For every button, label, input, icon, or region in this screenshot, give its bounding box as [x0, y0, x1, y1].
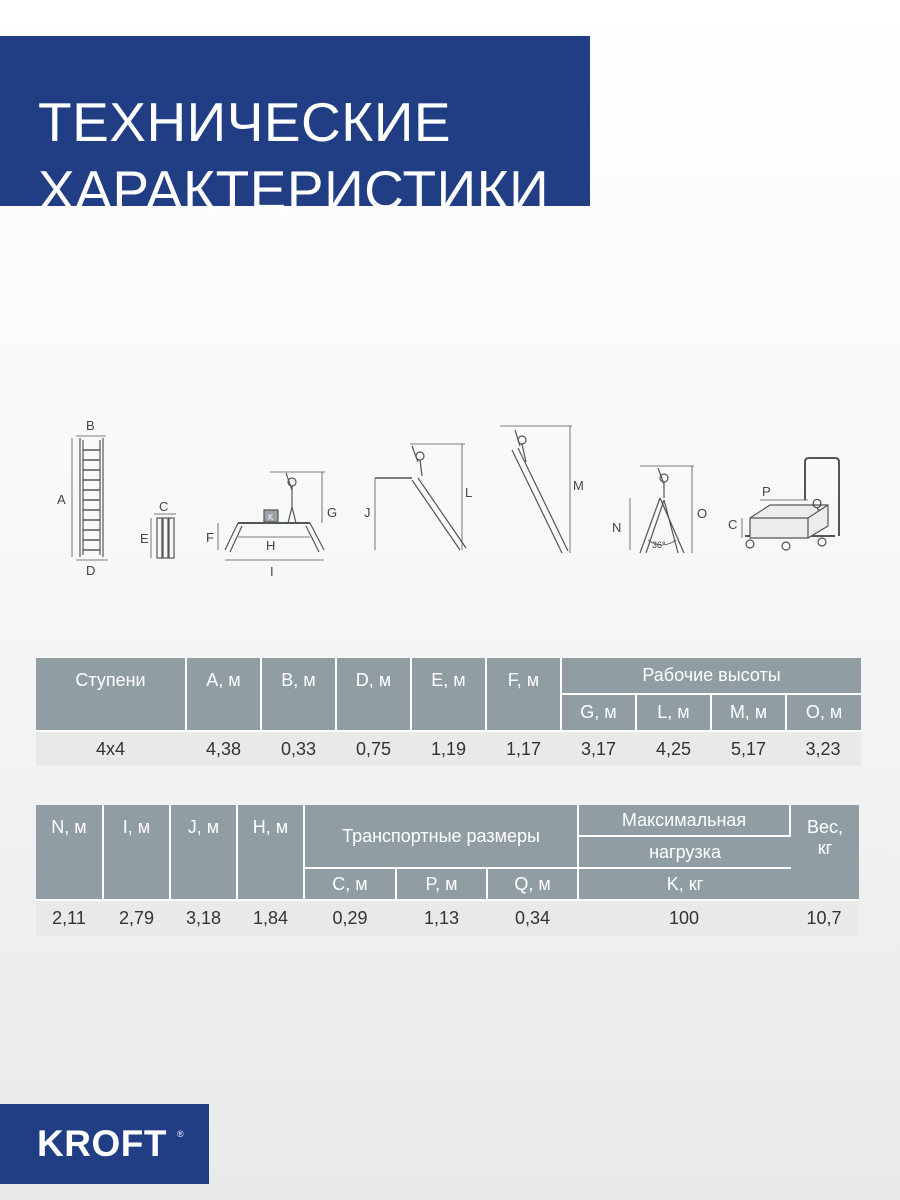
- cell-o: 3,23: [787, 732, 861, 766]
- header-p: P, м: [397, 869, 488, 901]
- label-i: I: [270, 564, 274, 579]
- label-j: J: [364, 505, 371, 520]
- header-f: F, м: [487, 658, 562, 732]
- label-b: B: [86, 418, 95, 433]
- cell-b: 0,33: [262, 732, 337, 766]
- cell-e: 1,19: [412, 732, 487, 766]
- spec-table-2: [36, 805, 859, 936]
- cell-m: 5,17: [712, 732, 787, 766]
- cell-steps: 4x4: [36, 732, 187, 766]
- label-q: Q: [812, 496, 823, 511]
- header-l: L, м: [637, 695, 712, 732]
- cell-d: 0,75: [337, 732, 412, 766]
- header-k: K, кг: [579, 869, 791, 901]
- cell-a: 4,38: [187, 732, 262, 766]
- cell-c: 0,29: [305, 901, 397, 936]
- header-h: H, м: [238, 805, 305, 901]
- label-l: L: [465, 485, 473, 500]
- label-k: K: [268, 513, 274, 522]
- header-o: O, м: [787, 695, 861, 732]
- kroft-logo: [0, 1104, 209, 1184]
- diagram-leaning-ladder: [375, 444, 466, 550]
- header-n: N, м: [36, 805, 104, 901]
- header-e: E, м: [412, 658, 487, 732]
- label-e: E: [140, 531, 149, 546]
- cell-l: 4,25: [637, 732, 712, 766]
- label-o: O: [697, 506, 708, 521]
- header-weight-line2: кг: [817, 838, 833, 858]
- label-g: G: [327, 505, 338, 520]
- diagram-tall-ladder: [500, 426, 572, 553]
- diagram-folded-ladder: [151, 514, 176, 558]
- title-line-2: ХАРАКТЕРИСТИКИ: [38, 159, 550, 221]
- cell-weight: 10,7: [791, 901, 859, 936]
- header-g: G, м: [562, 695, 637, 732]
- cell-h: 1,84: [238, 901, 305, 936]
- header-i: I, м: [104, 805, 171, 901]
- cell-k: 100: [579, 901, 791, 936]
- header-b: B, м: [262, 658, 337, 732]
- table-row: [36, 901, 859, 936]
- label-h: H: [266, 538, 276, 553]
- label-f: F: [206, 530, 214, 545]
- header-q: Q, м: [488, 869, 579, 901]
- cell-f: 1,17: [487, 732, 562, 766]
- cell-p: 1,13: [397, 901, 488, 936]
- label-p: P: [762, 484, 771, 499]
- header-j: J, м: [171, 805, 238, 901]
- header-steps: Ступени: [36, 658, 187, 732]
- logo-text: KROFT: [37, 1123, 167, 1164]
- table-row: [36, 732, 861, 766]
- header-a: A, м: [187, 658, 262, 732]
- cell-n: 2,11: [36, 901, 104, 936]
- header-d: D, м: [337, 658, 412, 732]
- label-n: N: [612, 520, 622, 535]
- label-a: A: [57, 492, 66, 507]
- diagram-straight-ladder: [72, 436, 108, 560]
- ladder-diagrams-svg: [0, 410, 900, 590]
- title-line-1: ТЕХНИЧЕСКИЕ: [38, 91, 452, 153]
- spec-table-1: [36, 658, 861, 766]
- header-weight-line1: Вес,: [807, 817, 844, 837]
- registered-mark: ®: [177, 1129, 184, 1139]
- header-c: C, м: [305, 869, 397, 901]
- header-working-heights: Рабочие высоты: [562, 658, 861, 695]
- cell-g: 3,17: [562, 732, 637, 766]
- label-c: C: [159, 499, 169, 514]
- cell-i: 2,79: [104, 901, 171, 936]
- header-transport-sizes: Транспортные размеры: [305, 805, 579, 869]
- label-m: M: [573, 478, 584, 493]
- ladder-diagrams: [0, 410, 900, 590]
- diagram-cart: [742, 458, 839, 550]
- header-weight: [791, 805, 859, 901]
- label-c-cart: C: [728, 517, 738, 532]
- header-max-load-line2: нагрузка: [579, 837, 791, 869]
- label-d: D: [86, 563, 96, 578]
- label-angle: 36°: [652, 540, 666, 550]
- header-m: M, м: [712, 695, 787, 732]
- cell-q: 0,34: [488, 901, 579, 936]
- cell-j: 3,18: [171, 901, 238, 936]
- header-max-load-line1: Максимальная: [579, 805, 791, 837]
- title-banner: [0, 36, 590, 221]
